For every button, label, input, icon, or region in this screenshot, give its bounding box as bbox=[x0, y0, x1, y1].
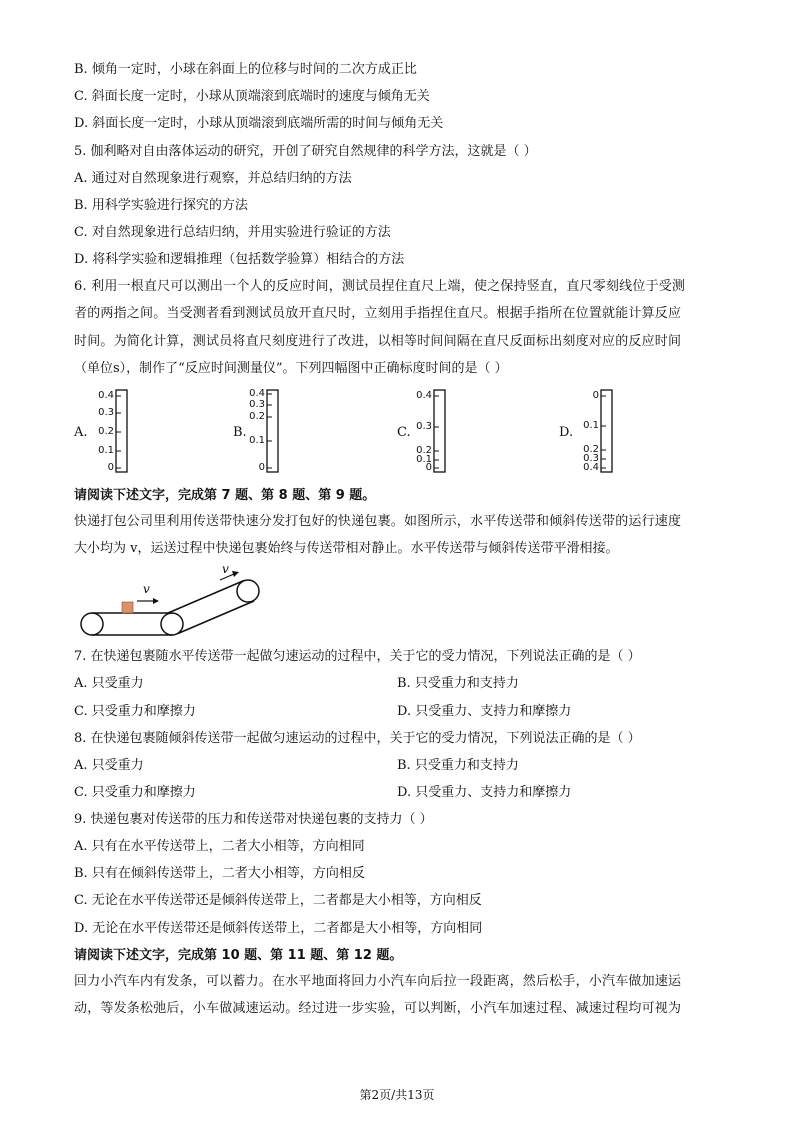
q5-option-d: D. 将科学实验和逻辑推理（包括数学验算）相结合的方法 bbox=[74, 252, 405, 267]
q6-stem-line3: 时间。为简化计算，测试员将直尺刻度进行了改进，以相等时间间隔在直尺反面标出刻度对应的反应时间 bbox=[74, 334, 682, 349]
q5-option-b: B. 用科学实验进行探究的方法 bbox=[74, 198, 248, 213]
ruler-tick-label: 0.2 bbox=[98, 426, 114, 437]
ruler-tick-label: 0.3 bbox=[98, 407, 114, 418]
q4-option-d: D. 斜面长度一定时，小球从顶端滚到底端所需的时间与倾角无关 bbox=[74, 116, 444, 131]
q8-stem: 8. 在快递包裹随倾斜传送带一起做匀速运动的过程中，关于它的受力情况，下列说法正确的是（ ） bbox=[74, 731, 641, 746]
q9-option-a: A. 只有在水平传送带上，二者大小相等，方向相同 bbox=[74, 839, 365, 854]
ruler-tick-label: 0.1 bbox=[98, 445, 114, 456]
ruler-body bbox=[267, 390, 278, 472]
ruler-tick-label: 0.4 bbox=[583, 462, 599, 473]
section2-heading: 请阅读下述文字，完成第 10 题、第 11 题、第 12 题。 bbox=[74, 948, 403, 963]
q5-option-c: C. 对自然现象进行总结归纳，并用实验进行验证的方法 bbox=[74, 225, 391, 240]
q7-option-a: A. 只受重力 bbox=[74, 676, 144, 691]
ruler-tick-label: 0.1 bbox=[416, 454, 432, 465]
ruler-graphic bbox=[559, 388, 619, 478]
ruler-label: D. bbox=[559, 425, 574, 440]
section1-passage-line1: 快递打包公司里利用传送带快速分发打包好的快递包裹。如图所示，水平传送带和倾斜传送带的运行速度 bbox=[74, 514, 682, 529]
velocity-label-incline: v bbox=[222, 562, 229, 576]
q7-option-c: C. 只受重力和摩擦力 bbox=[74, 704, 196, 719]
q7-option-d: D. 只受重力、支持力和摩擦力 bbox=[397, 704, 572, 719]
ruler-graphic bbox=[74, 388, 134, 478]
q8-option-a: A. 只受重力 bbox=[74, 758, 144, 773]
ruler-graphic bbox=[397, 388, 457, 478]
q9-stem: 9. 快递包裹对传送带的压力和传送带对快递包裹的支持力（ ） bbox=[74, 812, 433, 827]
package-box bbox=[122, 602, 133, 613]
page-footer: 第2页/共13页 bbox=[359, 1088, 435, 1102]
ruler-tick-label: 0 bbox=[425, 462, 432, 473]
section2-passage-line2: 动，等发条松弛后，小车做减速运动。经过进一步实验，可以判断，小汽车加速过程、减速过程均可视为 bbox=[74, 1001, 682, 1016]
velocity-label-horizontal: v bbox=[143, 582, 150, 596]
q8-option-d: D. 只受重力、支持力和摩擦力 bbox=[397, 785, 572, 800]
ruler-tick-label: 0.3 bbox=[416, 421, 432, 432]
ruler-tick-label: 0.4 bbox=[98, 390, 114, 401]
q8-option-b: B. 只受重力和支持力 bbox=[397, 758, 519, 773]
q9-option-b: B. 只有在倾斜传送带上，二者大小相等，方向相反 bbox=[74, 866, 365, 881]
q4-option-c: C. 斜面长度一定时，小球从顶端滚到底端时的速度与倾角无关 bbox=[74, 89, 430, 104]
q6-stem-line2: 者的两指之间。当受测者看到测试员放开直尺时，立刻用手指捏住直尺。根据手指所在位置就能计算反应 bbox=[74, 306, 682, 321]
ruler-label: A. bbox=[74, 425, 88, 440]
ruler-tick-label: 0.3 bbox=[583, 453, 599, 464]
ruler-tick-label: 0.2 bbox=[583, 444, 599, 455]
ruler-tick-label: 0.4 bbox=[416, 390, 432, 401]
q6-stem-line1: 6. 利用一根直尺可以测出一个人的反应时间，测试员捏住直尺上端，使之保持竖直，直尺零刻线位于受测 bbox=[74, 279, 686, 294]
ruler-option-c bbox=[397, 388, 467, 478]
q5-option-a: A. 通过对自然现象进行观察，并总结归纳的方法 bbox=[74, 171, 352, 186]
ruler-body bbox=[116, 390, 127, 472]
q9-option-c: C. 无论在水平传送带还是倾斜传送带上，二者都是大小相等，方向相反 bbox=[74, 893, 482, 908]
q7-stem: 7. 在快递包裹随水平传送带一起做匀速运动的过程中，关于它的受力情况，下列说法正确的是（ ） bbox=[74, 649, 641, 664]
q5-stem: 5. 伽利略对自由落体运动的研究，开创了研究自然规律的科学方法，这就是（ ） bbox=[74, 144, 537, 159]
q8-option-c: C. 只受重力和摩擦力 bbox=[74, 785, 196, 800]
ruler-label: B. bbox=[233, 425, 247, 440]
ruler-tick-label: 0 bbox=[258, 462, 265, 473]
ruler-label: C. bbox=[397, 425, 411, 440]
conveyor-belt-figure bbox=[70, 562, 270, 641]
ruler-tick-label: 0.3 bbox=[249, 399, 265, 410]
ruler-tick-label: 0.4 bbox=[249, 388, 265, 399]
section1-heading: 请阅读下述文字，完成第 7 题、第 8 题、第 9 题。 bbox=[74, 488, 376, 503]
section1-passage-line2: 大小均为 v，运送过程中快递包裹始终与传送带相对静止。水平传送带与倾斜传送带平滑相接。 bbox=[74, 541, 619, 556]
ruler-graphic bbox=[233, 388, 293, 478]
ruler-option-d bbox=[559, 388, 629, 478]
q4-option-b: B. 倾角一定时，小球在斜面上的位移与时间的二次方成正比 bbox=[74, 62, 417, 77]
ruler-tick-label: 0 bbox=[107, 462, 114, 473]
ruler-tick-label: 0.2 bbox=[249, 411, 265, 422]
q7-option-b: B. 只受重力和支持力 bbox=[397, 676, 519, 691]
ruler-body bbox=[601, 390, 612, 472]
ruler-tick-label: 0.1 bbox=[583, 420, 599, 431]
q6-stem-line4: （单位s），制作了“反应时间测量仪”。下列四幅图中正确标度时间的是（ ） bbox=[74, 361, 508, 376]
ruler-tick-label: 0.1 bbox=[249, 435, 265, 446]
q9-option-d: D. 无论在水平传送带还是倾斜传送带上，二者都是大小相等，方向相同 bbox=[74, 921, 483, 936]
section2-passage-line1: 回力小汽车内有发条，可以蓄力。在水平地面将回力小汽车向后拉一段距离，然后松手，小汽车做加速运 bbox=[74, 974, 682, 989]
ruler-option-a bbox=[74, 388, 144, 478]
ruler-tick-label: 0 bbox=[592, 390, 599, 401]
ruler-tick-label: 0.2 bbox=[416, 445, 432, 456]
ruler-option-b bbox=[233, 388, 303, 478]
